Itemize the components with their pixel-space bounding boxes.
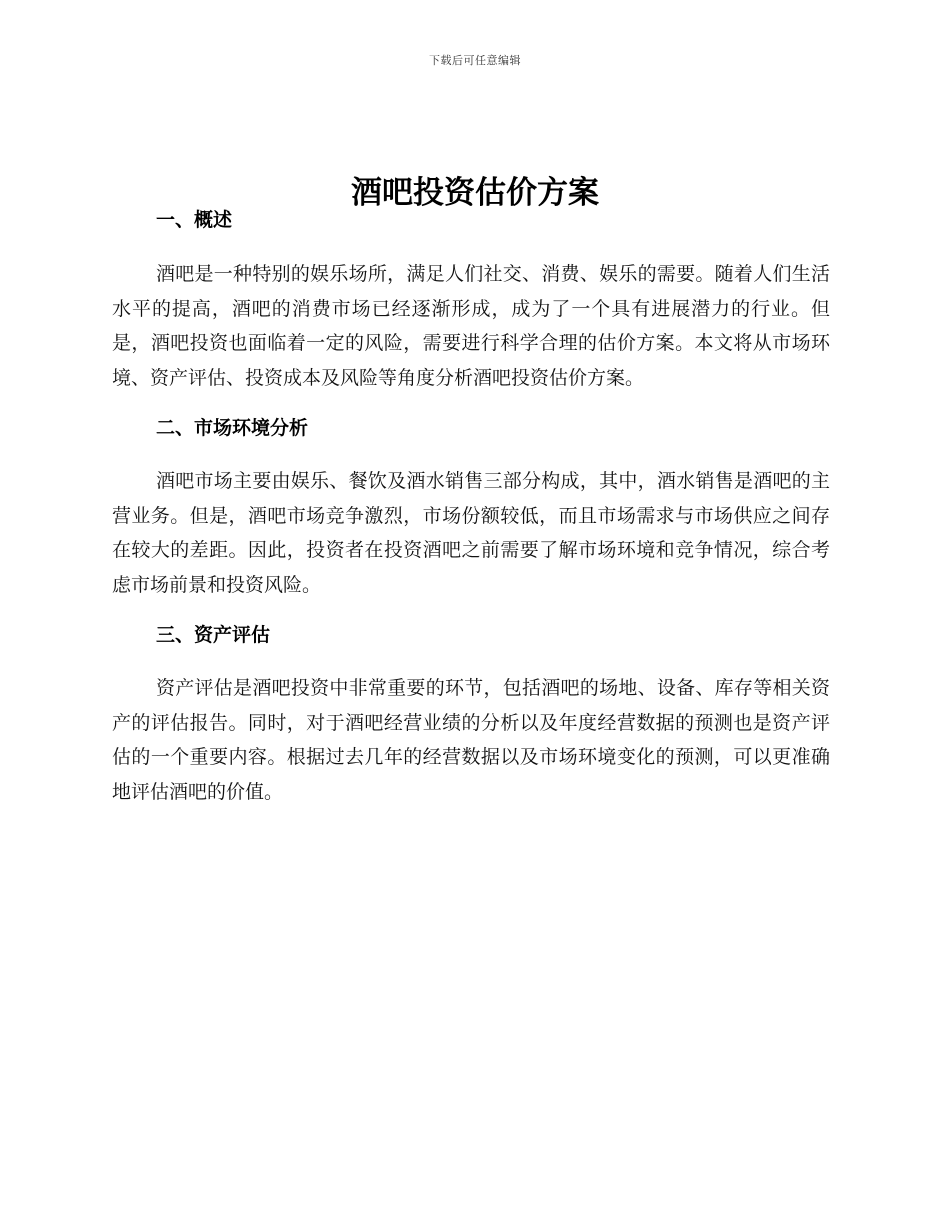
section-paragraph-overview: 酒吧是一种特别的娱乐场所，满足人们社交、消费、娱乐的需要。随着人们生活水平的提高，酒吧的消费市场已经逐渐形成，成为了一个具有进展潜力的行业。但是，酒吧投资也面临着一定的风险，需要进行科学合理的估价方案。本文将从市场环境、资产评估、投资成本及风险等角度分析酒吧投资估价方案。 — [112, 263, 830, 389]
section-heading-market-analysis: 二、市场环境分析 — [156, 417, 309, 439]
section-paragraph-asset-evaluation: 资产评估是酒吧投资中非常重要的环节，包括酒吧的场地、设备、库存等相关资产的评估报告。同时，对于酒吧经营业绩的分析以及年度经营数据的预测也是资产评估的一个重要内容。根据过去几年的经营数据以及市场环境变化的预测，可以更准确地评估酒吧的价值。 — [112, 677, 830, 803]
header-note: 下载后可任意编辑 — [429, 54, 521, 67]
section-paragraph-market-analysis: 酒吧市场主要由娱乐、餐饮及酒水销售三部分构成，其中，酒水销售是酒吧的主营业务。但是，酒吧市场竞争激烈，市场份额较低，而且市场需求与市场供应之间存在较大的差距。因此，投资者在投资酒吧之前需要了解市场环境和竞争情况，综合考虑市场前景和投资风险。 — [112, 470, 830, 596]
document-body — [112, 206, 830, 809]
section-heading-asset-evaluation: 三、资产评估 — [156, 624, 271, 646]
document-title: 酒吧投资估价方案 — [351, 174, 599, 211]
section-heading-overview: 一、概述 — [156, 209, 233, 231]
